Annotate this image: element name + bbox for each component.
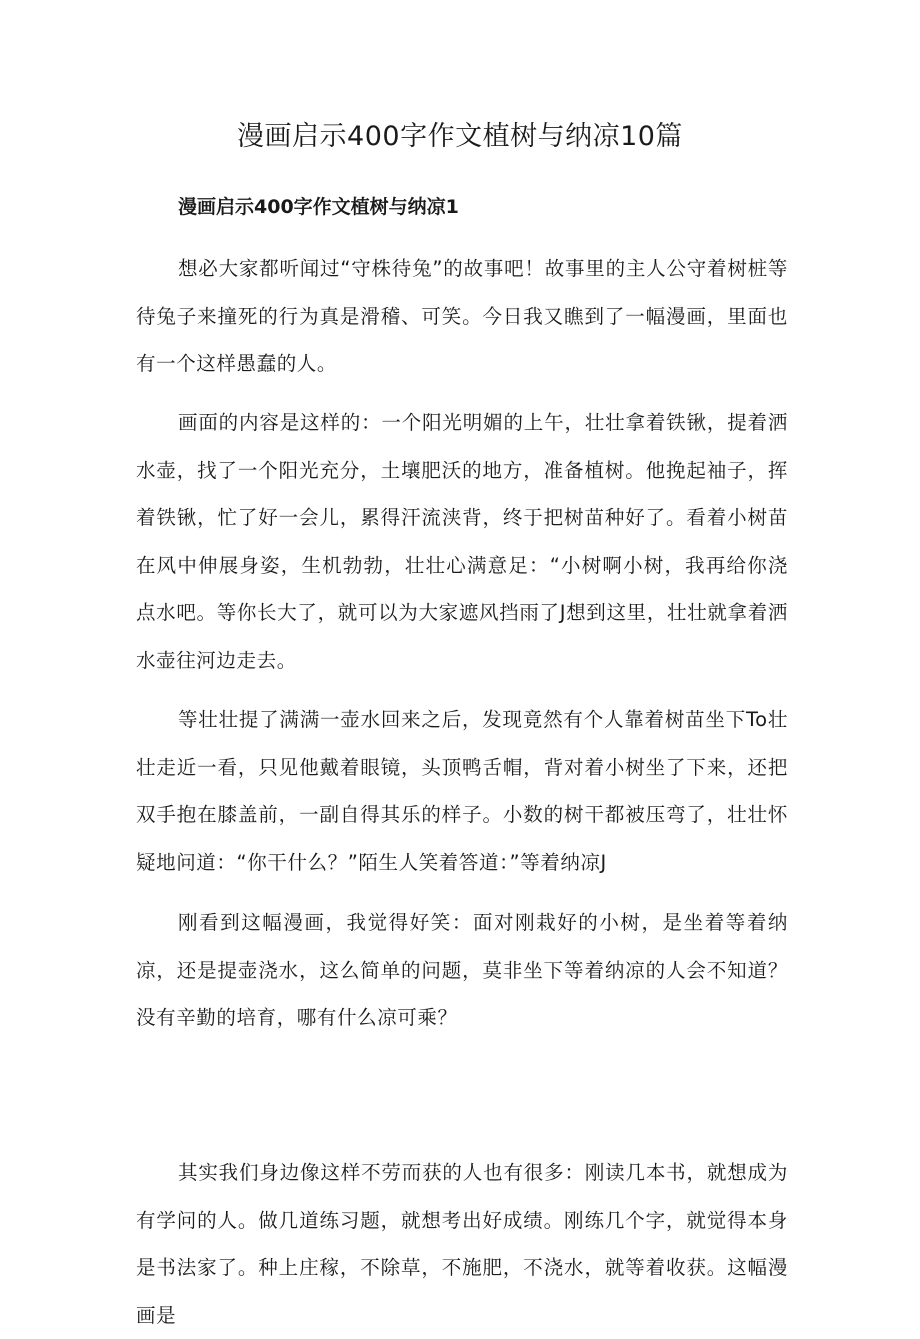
paragraph: 等壮壮提了满满一壶水回来之后，发现竟然有个人靠着树苗坐下To壮壮走近一看，只见他戴着眼镜，头顶鸭舌帽，背对着小树坐了下来，还把双手抱在膝盖前，一副自得其乐的样子。小数的树干都被压弯了，壮壮怀疑地问道：“你干什么？”陌生人笑着答道：”等着纳凉J — [136, 708, 788, 874]
paragraph: 画面的内容是这样的：一个阳光明媚的上午，壮壮拿着铁锹，提着洒水壶，找了一个阳光充分，土壤肥沃的地方，准备植树。他挽起袖子，挥着铁锹，忙了好一会儿，累得汗流浃背，终于把树苗种好了。看着小树苗在风中伸展身姿，生机勃勃，壮壮心满意足：“小树啊小树，我再给你浇点水吧。等你长大了，就可以为大家遮风挡雨了J想到这里，壮壮就拿着洒水壶往河边走去。 — [136, 411, 788, 672]
document-title: 漫画启示400字作文植树与纳凉10篇 — [237, 121, 683, 152]
paragraph: 刚看到这幅漫画，我觉得好笑：面对刚栽好的小树，是坐着等着纳凉，还是提壶浇水，这么简单的问题，莫非坐下等着纳凉的人会不知道？没有辛勤的培育，哪有什么凉可乘？ — [136, 911, 788, 1029]
section-heading: 漫画启示400字作文植树与纳凉1 — [178, 196, 459, 218]
paragraph: 想必大家都听闻过“守株待兔”的故事吧！故事里的主人公守着树桩等待兔子来撞死的行为真是滑稽、可笑。今日我又瞧到了一幅漫画，里面也有一个这样愚蠢的人。 — [136, 257, 788, 375]
paragraph: 其实我们身边像这样不劳而获的人也有很多：刚读几本书，就想成为有学问的人。做几道练习题，就想考出好成绩。刚练几个字，就觉得本身是书法家了。种上庄稼，不除草，不施肥，不浇水，就等着收获。这幅漫画是 — [136, 1161, 788, 1327]
